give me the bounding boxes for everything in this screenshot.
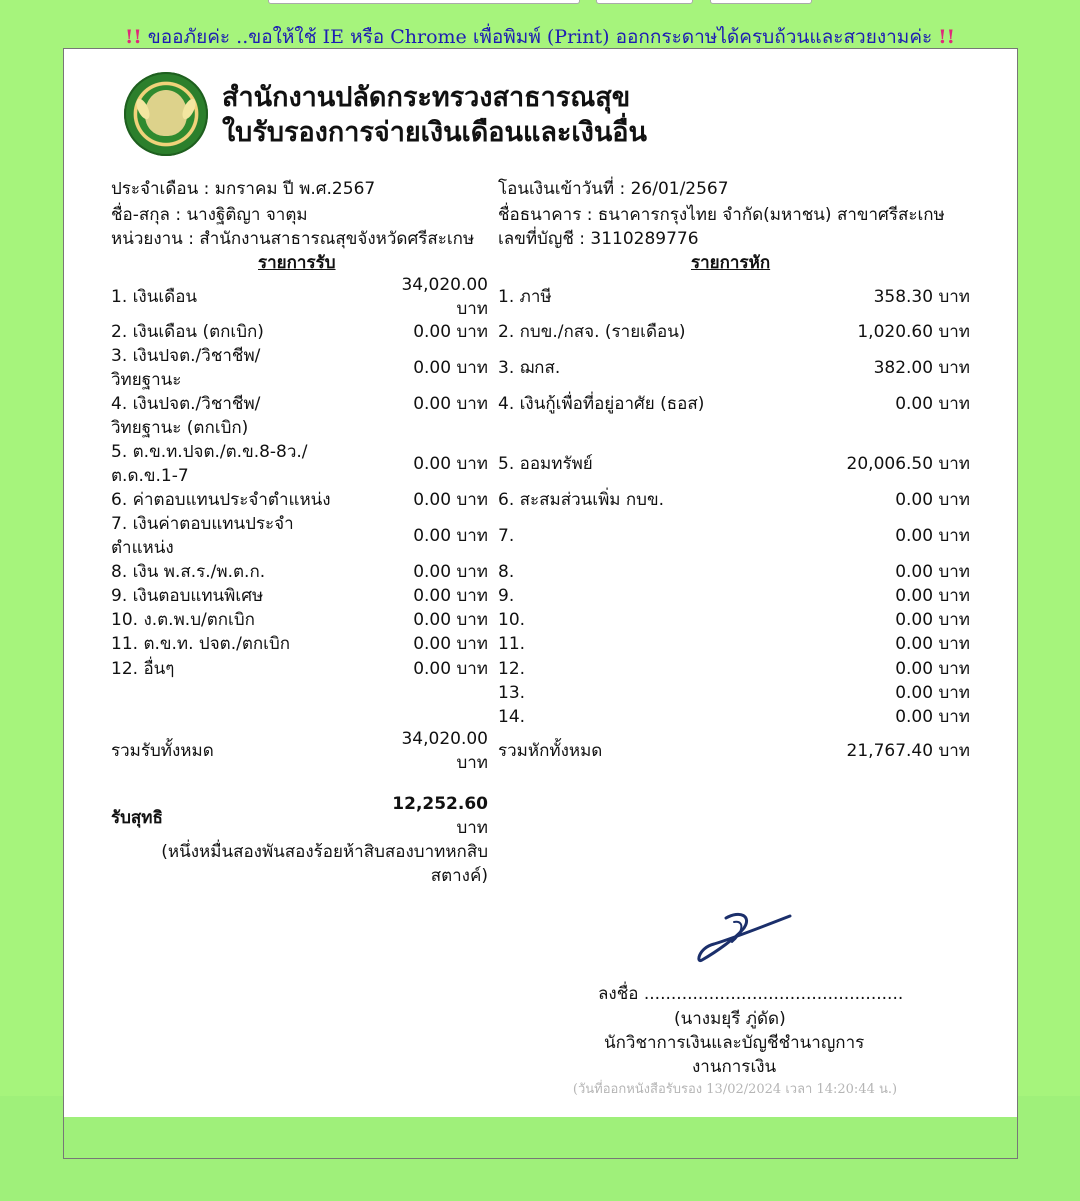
deduction-amount-9: 0.00 บาท bbox=[895, 586, 970, 606]
deduction-label-10: 10. bbox=[498, 610, 526, 630]
deduction-label-7: 7. bbox=[498, 526, 515, 546]
deduction-amount-3: 382.00 บาท bbox=[873, 358, 970, 378]
income-amount-9: 0.00 บาท bbox=[413, 586, 488, 606]
notice-text: ขออภัยค่ะ ..ขอให้ใช้ IE หรือ Chrome เพื่อพิมพ์ (Print) ออกกระดาษได้ครบถ้วนและสวยงามค่ะ bbox=[147, 26, 933, 48]
income-amount-7: 0.00 บาท bbox=[413, 526, 488, 546]
income-amount-3: 0.00 บาท bbox=[413, 358, 488, 378]
close-button[interactable] bbox=[710, 0, 812, 4]
income-label-11: 11. ต.ข.ท. ปจต./ตกเบิก bbox=[111, 634, 291, 654]
income-total-label: รวมรับทั้งหมด bbox=[111, 741, 214, 761]
notice-mark-left: !! bbox=[125, 26, 142, 48]
deduction-amount-8: 0.00 บาท bbox=[895, 562, 970, 582]
print-button[interactable] bbox=[268, 0, 580, 4]
income-amount-6: 0.00 บาท bbox=[413, 490, 488, 510]
issued-timestamp: (วันที่ออกหนังสือรับรอง 13/02/2024 เวลา 14:20:44 น.) bbox=[572, 1082, 898, 1097]
info-month: ประจำเดือน : มกราคม ปี พ.ศ.2567 bbox=[111, 179, 376, 199]
deduction-label-11: 11. bbox=[498, 634, 526, 654]
handwritten-signature bbox=[694, 908, 794, 968]
deduction-amount-1: 358.30 บาท bbox=[873, 287, 970, 307]
net-amount-words: (หนึ่งหมื่นสองพันสองร้อยห้าสิบสองบาทหกสิบ สตางค์) bbox=[161, 842, 488, 886]
deduction-amount-11: 0.00 บาท bbox=[895, 634, 970, 654]
info-name: ชื่อ-สกุล : นางฐิติญา จาตุม bbox=[111, 205, 308, 225]
income-label-12: 12. อื่นๆ bbox=[111, 659, 175, 679]
net-amount: 12,252.60 bbox=[392, 794, 488, 814]
info-bank: ชื่อธนาคาร : ธนาคารกรุงไทย จำกัด(มหาชน) สาขาศรีสะเกษ bbox=[498, 205, 945, 225]
info-transfer-date: โอนเงินเข้าวันที่ : 26/01/2567 bbox=[498, 179, 729, 199]
office-title: สำนักงานปลัดกระทรวงสาธารณสุข bbox=[222, 82, 631, 113]
net-label: รับสุทธิ bbox=[111, 808, 163, 828]
net-amount-unit: บาท bbox=[456, 818, 488, 838]
income-amount-10: 0.00 บาท bbox=[413, 610, 488, 630]
deduction-amount-5: 20,006.50 บาท bbox=[846, 454, 970, 474]
deduction-label-2: 2. กบข./กสจ. (รายเดือน) bbox=[498, 322, 686, 342]
info-unit: หน่วยงาน : สำนักงานสาธารณสุขจังหวัดศรีสะเกษ bbox=[111, 229, 475, 249]
income-label-6: 6. ค่าตอบแทนประจำตำแหน่ง bbox=[111, 490, 331, 510]
deduction-amount-10: 0.00 บาท bbox=[895, 610, 970, 630]
deduction-label-13: 13. bbox=[498, 683, 526, 703]
deduction-heading: รายการหัก bbox=[691, 253, 771, 273]
deduction-total-label: รวมหักทั้งหมด bbox=[498, 741, 603, 761]
document-title: ใบรับรองการจ่ายเงินเดือนและเงินอื่น bbox=[222, 117, 647, 148]
income-label-5: 5. ต.ข.ท.ปจต./ต.ข.8-8ว./ ต.ด.ข.1-7 bbox=[111, 442, 308, 486]
income-label-1: 1. เงินเดือน bbox=[111, 287, 198, 307]
signer-unit: งานการเงิน bbox=[692, 1057, 777, 1077]
income-label-2: 2. เงินเดือน (ตกเบิก) bbox=[111, 322, 264, 342]
income-label-8: 8. เงิน พ.ส.ร./พ.ต.ก. bbox=[111, 562, 266, 582]
deduction-amount-14: 0.00 บาท bbox=[895, 707, 970, 727]
deduction-label-1: 1. ภาษี bbox=[498, 287, 552, 307]
income-label-7: 7. เงินค่าตอบแทนประจำ ตำแหน่ง bbox=[111, 514, 294, 558]
income-label-9: 9. เงินตอบแทนพิเศษ bbox=[111, 586, 264, 606]
income-label-10: 10. ง.ต.พ.บ/ตกเบิก bbox=[111, 610, 255, 630]
deduction-label-9: 9. bbox=[498, 586, 515, 606]
info-account: เลขที่บัญชี : 3110289776 bbox=[498, 229, 699, 249]
deduction-amount-12: 0.00 บาท bbox=[895, 659, 970, 679]
deduction-label-6: 6. สะสมส่วนเพิ่ม กบข. bbox=[498, 490, 664, 510]
deduction-label-12: 12. bbox=[498, 659, 526, 679]
income-amount-5: 0.00 บาท bbox=[413, 454, 488, 474]
income-amount-12: 0.00 บาท bbox=[413, 659, 488, 679]
ministry-seal-logo bbox=[124, 72, 208, 156]
notice-mark-right: !! bbox=[938, 26, 955, 48]
income-amount-11: 0.00 บาท bbox=[413, 634, 488, 654]
deduction-amount-4: 0.00 บาท bbox=[895, 394, 970, 414]
income-amount-4: 0.00 บาท bbox=[413, 394, 488, 414]
back-button[interactable] bbox=[596, 0, 693, 4]
deduction-amount-13: 0.00 บาท bbox=[895, 683, 970, 703]
income-amount-2: 0.00 บาท bbox=[413, 322, 488, 342]
income-label-3: 3. เงินปจต./วิชาชีพ/ วิทยฐานะ bbox=[111, 346, 261, 390]
deduction-label-5: 5. ออมทรัพย์ bbox=[498, 454, 593, 474]
income-total-amount: 34,020.00 บาท bbox=[401, 729, 488, 773]
income-amount-8: 0.00 บาท bbox=[413, 562, 488, 582]
deduction-label-8: 8. bbox=[498, 562, 515, 582]
deduction-amount-2: 1,020.60 บาท bbox=[857, 322, 970, 342]
deduction-label-4: 4. เงินกู้เพื่อที่อยู่อาศัย (ธอส) bbox=[498, 394, 705, 414]
deduction-amount-6: 0.00 บาท bbox=[895, 490, 970, 510]
deduction-amount-7: 0.00 บาท bbox=[895, 526, 970, 546]
income-amount-1: 34,020.00 บาท bbox=[401, 275, 488, 319]
deduction-label-14: 14. bbox=[498, 707, 526, 727]
signer-position: นักวิชาการเงินและบัญชีชำนาญการ bbox=[604, 1033, 865, 1053]
deduction-total-amount: 21,767.40 บาท bbox=[846, 741, 970, 761]
income-label-4: 4. เงินปจต./วิชาชีพ/ วิทยฐานะ (ตกเบิก) bbox=[111, 394, 261, 438]
deduction-label-3: 3. ฌกส. bbox=[498, 358, 561, 378]
income-heading: รายการรับ bbox=[258, 253, 336, 273]
sign-line: ลงชื่อ ................................................ bbox=[598, 984, 904, 1004]
signer-name: (นางมยุรี ภู่ดัด) bbox=[674, 1009, 786, 1029]
